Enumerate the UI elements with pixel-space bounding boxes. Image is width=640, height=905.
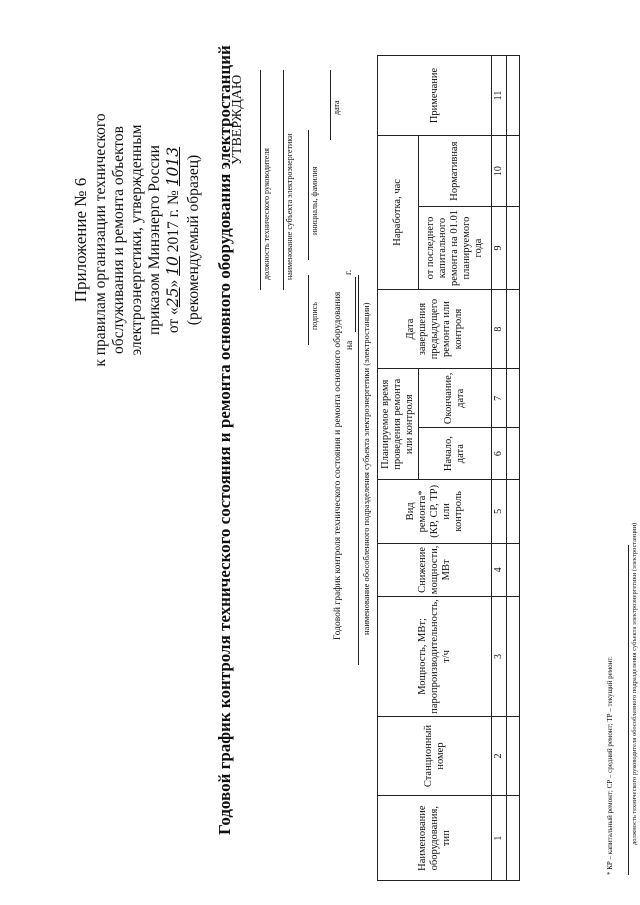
table-cell xyxy=(507,543,520,597)
approval-entity-label: наименование субъекта электроэнергетики xyxy=(285,133,294,280)
column-number: 10 xyxy=(492,135,507,206)
order-day: 25 xyxy=(164,287,182,308)
appendix-line: обслуживания и ремонта объектов xyxy=(110,126,127,354)
column-number: 11 xyxy=(492,56,507,136)
appendix-line: электроэнергетики, утвержденным xyxy=(128,124,145,356)
approval-date-line xyxy=(330,70,331,140)
column-number-row xyxy=(492,56,507,881)
approval-name-label: инициалы, фамилия xyxy=(310,166,319,235)
schedule-table xyxy=(377,55,520,881)
table-row xyxy=(507,56,520,881)
subtitle-subdivision-label: наименование обособленного подразделения субъекта электроэнергетики (электростанции) xyxy=(361,302,371,635)
table-cell xyxy=(507,289,520,369)
column-number: 6 xyxy=(492,428,507,480)
column-number: 9 xyxy=(492,207,507,289)
subtitle-subdivision-line xyxy=(358,275,359,665)
column-number: 3 xyxy=(492,597,507,717)
order-line xyxy=(164,30,183,450)
header-end-date: Окончание, дата xyxy=(419,369,492,428)
sample-note: (рекомендуемый образец) xyxy=(185,154,202,326)
table-cell xyxy=(507,716,520,796)
appendix-line: приказом Минэнерго России xyxy=(146,145,163,335)
approval-entity-line xyxy=(283,70,284,290)
subtitle-on: на xyxy=(345,340,355,350)
header-previous-end: Дата завершения предыдущего ремонта или контроля xyxy=(378,289,492,369)
header-runtime: Наработка, час xyxy=(378,135,419,289)
table-cell xyxy=(507,207,520,289)
table-cell xyxy=(507,480,520,544)
subtitle-year-suffix: г. xyxy=(344,269,354,275)
footer-position-line xyxy=(628,545,629,875)
approval-position-line xyxy=(260,70,261,290)
header-note: Примечание xyxy=(378,56,492,136)
column-number: 5 xyxy=(492,480,507,544)
order-mid: » xyxy=(165,279,182,288)
order-year: 2017 г. № xyxy=(165,190,182,253)
header-start-date: Начало, дата xyxy=(419,428,492,480)
appendix-line: к правилам организации технического xyxy=(92,113,109,367)
header-repair-type: Вид ремонта* (КР, СР, ТР) или контроль xyxy=(378,480,492,544)
header-power: Мощность, МВт; паропроизводительность, т/ч xyxy=(378,597,492,717)
footnote: * КР – капитальный ремонт; СР – средний ремонт; ТР – текущий ремонт. xyxy=(606,656,614,875)
header-power-reduction: Снижение мощности, МВт xyxy=(378,543,492,597)
column-number: 8 xyxy=(492,289,507,369)
approval-date-label: дата xyxy=(332,100,341,115)
table-cell xyxy=(507,369,520,428)
column-number: 7 xyxy=(492,369,507,428)
header-normative: Нормативная xyxy=(419,135,492,206)
table-cell xyxy=(507,597,520,717)
approval-word: УТВЕРЖДАЮ xyxy=(230,74,245,165)
order-number: 1013 xyxy=(164,146,182,187)
header-planned-time: Планируемое время проведения ремонта или контроля xyxy=(378,369,419,480)
header-since-overhaul: от последнего капитального ремонта на 01.01 планируемого года xyxy=(419,207,492,289)
approval-position-label: должность технического руководителя xyxy=(262,148,271,280)
appendix-title: Приложение № 6 xyxy=(71,177,90,303)
approval-signature-label: подпись xyxy=(310,302,319,330)
appendix-header xyxy=(70,30,203,450)
header-equipment-name: Наименование оборудования, тип xyxy=(378,796,492,881)
approval-name-line xyxy=(308,130,309,260)
approval-signature-line xyxy=(308,275,309,345)
document-title: Годовой график контроля технического состояния и ремонта основного оборудования электростанций xyxy=(215,45,234,835)
table-header-row xyxy=(378,56,419,881)
column-number: 4 xyxy=(492,543,507,597)
table-cell xyxy=(507,56,520,136)
order-prefix: от « xyxy=(165,307,182,334)
subtitle-line: Годовой график контроля технического состояния и ремонта основного оборудования xyxy=(333,291,343,640)
table-cell xyxy=(507,796,520,881)
subtitle-year-line xyxy=(355,277,356,332)
header-station-number: Станционный номер xyxy=(378,716,492,796)
table-cell xyxy=(507,135,520,206)
table-cell xyxy=(507,428,520,480)
order-month: 10 xyxy=(164,256,182,276)
footer-position-label: должность технического руководителя обособленного подразделения субъекта электроэнергетики (электростанции) xyxy=(631,522,638,845)
column-number: 2 xyxy=(492,716,507,796)
column-number: 1 xyxy=(492,796,507,881)
